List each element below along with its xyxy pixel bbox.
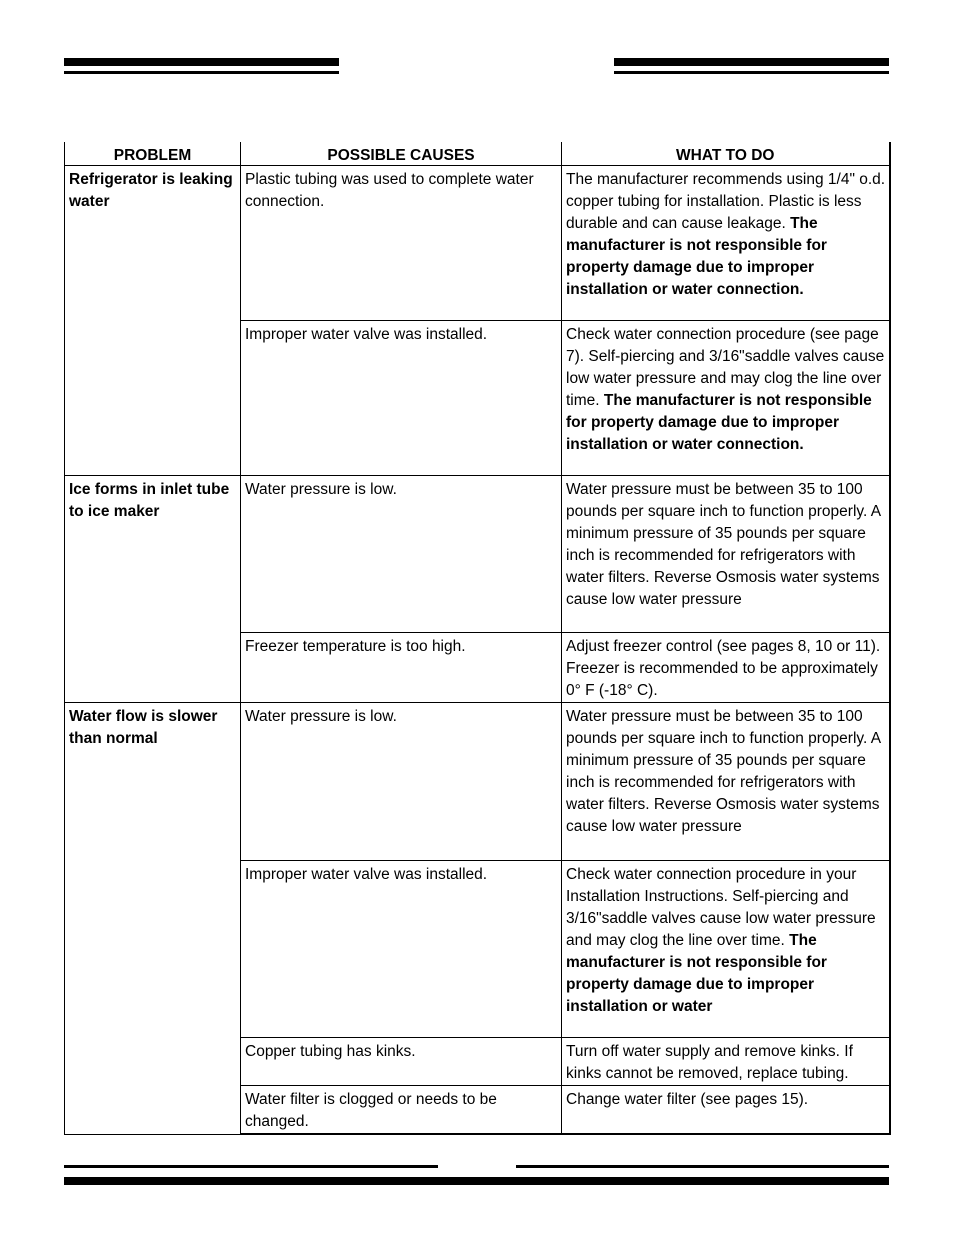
remedy-text: Water pressure must be between 35 to 100 pounds per square inch to function properly. A minimum pressure of 35 pounds per square inch is recommended for refrigerators with water filters. Reverse Osmosis water systems cause low water pressure xyxy=(566,481,881,608)
header-problem: PROBLEM xyxy=(65,142,241,166)
header-rule-right-thin xyxy=(614,71,889,74)
remedy-text: Check water connection procedure in your Installation Instructions. Self-piercing and 3/16"saddle valves cause low water pressure and may clog the line over time. xyxy=(566,866,876,949)
remedy-disclaimer: The manufacturer is not responsible for property damage due to improper installation or water xyxy=(566,932,827,1015)
remedy-cell xyxy=(562,166,890,321)
remedy-cell xyxy=(562,476,890,633)
troubleshooting-table xyxy=(64,142,891,1135)
remedy-cell xyxy=(562,1038,890,1086)
remedy-text: Water pressure must be between 35 to 100 pounds per square inch to function properly. A minimum pressure of 35 pounds per square inch is recommended for refrigerators with water filters. Reverse Osmosis water systems cause low water pressure xyxy=(566,708,881,835)
footer-rule-left-thin xyxy=(64,1165,438,1168)
remedy-disclaimer: The manufacturer is not responsible for property damage due to improper installation or water connection. xyxy=(566,392,872,453)
table-row xyxy=(65,166,890,321)
problem-cell: Ice forms in inlet tube to ice maker xyxy=(65,476,241,703)
remedy-cell xyxy=(562,703,890,861)
remedy-cell xyxy=(562,633,890,703)
remedy-text: Change water filter (see pages 15). xyxy=(566,1091,809,1108)
footer-rule-thick xyxy=(64,1177,889,1185)
problem-cell: Refrigerator is leaking water xyxy=(65,166,241,476)
cause-cell: Freezer temperature is too high. xyxy=(241,633,562,703)
header-what-to-do: WHAT TO DO xyxy=(562,142,890,166)
remedy-cell xyxy=(562,1086,890,1135)
cause-cell: Water pressure is low. xyxy=(241,476,562,633)
table-row xyxy=(65,476,890,633)
cause-cell: Water filter is clogged or needs to be changed. xyxy=(241,1086,562,1135)
cause-cell: Improper water valve was installed. xyxy=(241,861,562,1038)
remedy-text: Turn off water supply and remove kinks. If kinks cannot be removed, replace tubing. xyxy=(566,1043,853,1082)
remedy-cell xyxy=(562,861,890,1038)
header-rule-right-thick xyxy=(614,58,889,66)
table-row xyxy=(65,703,890,861)
remedy-text: Adjust freezer control (see pages 8, 10 or 11). Freezer is recommended to be approximately 0° F (-18° C). xyxy=(566,638,881,699)
cause-cell: Improper water valve was installed. xyxy=(241,321,562,476)
cause-cell: Plastic tubing was used to complete water connection. xyxy=(241,166,562,321)
remedy-cell xyxy=(562,321,890,476)
cause-cell: Copper tubing has kinks. xyxy=(241,1038,562,1086)
problem-cell: Water flow is slower than normal xyxy=(65,703,241,1135)
footer-rule-right-thin xyxy=(516,1165,889,1168)
header-rule-left-thick xyxy=(64,58,339,66)
remedy-text: Check water connection procedure (see page 7). Self-piercing and 3/16"saddle valves cause low water pressure and may clog the line over time. xyxy=(566,326,885,409)
remedy-disclaimer: The manufacturer is not responsible for property damage due to improper installation or water connection. xyxy=(566,215,827,298)
cause-cell: Water pressure is low. xyxy=(241,703,562,861)
header-rule-left-thin xyxy=(64,71,339,74)
header-possible-causes: POSSIBLE CAUSES xyxy=(241,142,562,166)
remedy-text: The manufacturer recommends using 1/4" o.d. copper tubing for installation. Plastic is less durable and can cause leakage. xyxy=(566,171,886,232)
table-header-row xyxy=(65,142,890,166)
